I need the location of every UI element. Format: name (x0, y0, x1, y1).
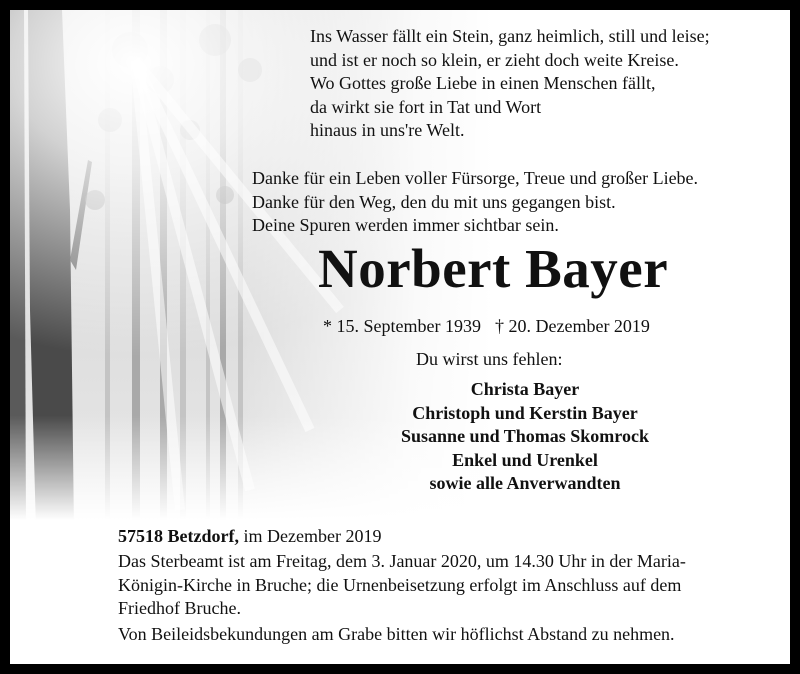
thanks-line: Danke für den Weg, den du mit uns gegangen bist. (252, 191, 616, 212)
notice-line: Friedhof Bruche. (118, 598, 241, 618)
mourner-name: Christoph und Kerstin Bayer (412, 402, 638, 423)
poem-line: hinaus in uns're Welt. (310, 120, 465, 140)
notice-line: Königin-Kirche in Bruche; die Urnenbeisetzung erfolgt im Anschluss auf dem (118, 574, 682, 595)
thanks-line: Deine Spuren werden immer sichtbar sein. (252, 215, 559, 235)
mourners-list (340, 378, 710, 496)
deceased-name: Norbert Bayer (318, 238, 669, 299)
birth-date: * 15. September 1939 (323, 316, 481, 336)
service-notice (118, 550, 778, 621)
thanks-line: Danke für ein Leben voller Fürsorge, Treue und großer Liebe. (252, 168, 699, 188)
poem-line: und ist er noch so klein, er zieht doch weite Kreise. (310, 49, 679, 70)
miss-you-line: Du wirst uns fehlen: (416, 349, 563, 369)
life-dates (323, 316, 650, 337)
mourner-name: Enkel und Urenkel (452, 449, 598, 470)
place-date: im Dezember 2019 (238, 526, 382, 546)
mourner-name: Susanne und Thomas Skomrock (401, 426, 649, 446)
poem-line: Ins Wasser fällt ein Stein, ganz heimlich, still und leise; (310, 26, 710, 46)
poem-line: Wo Gottes große Liebe in einen Menschen fällt, (310, 73, 656, 93)
poem-line: da wirkt sie fort in Tat und Wort (310, 96, 542, 117)
poem-verse (310, 25, 710, 143)
death-date: † 20. Dezember 2019 (494, 316, 650, 336)
mourner-name: sowie alle Anverwandten (429, 473, 621, 493)
thanks-text (252, 167, 698, 238)
notice-line: Das Sterbeamt ist am Freitag, dem 3. Januar 2020, um 14.30 Uhr in der Maria- (118, 551, 686, 571)
condolence-note: Von Beileidsbekundungen am Grabe bitten wir höflichst Abstand zu nehmen. (118, 624, 675, 644)
place-date-line (118, 526, 381, 547)
mourner-name: Christa Bayer (470, 379, 580, 399)
place-name: 57518 Betzdorf, (118, 526, 239, 546)
